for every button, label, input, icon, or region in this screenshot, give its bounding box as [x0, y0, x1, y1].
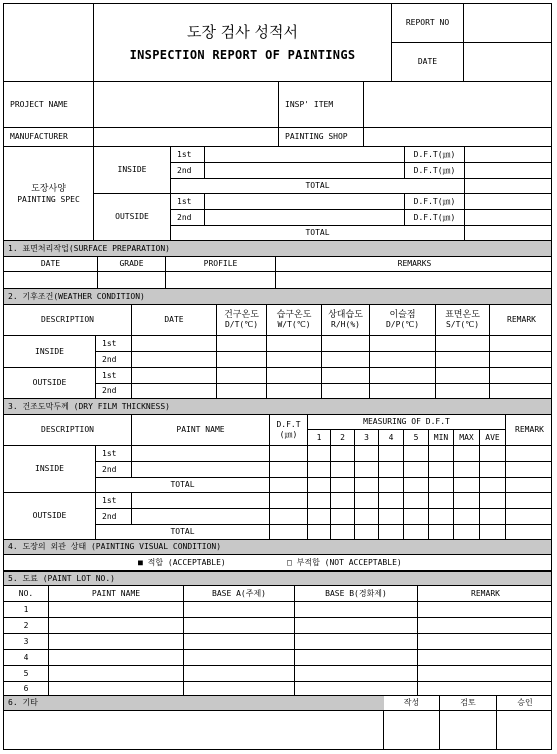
measure-col-2: 2	[331, 430, 355, 446]
sign-approved-label: 승인	[497, 696, 552, 711]
dft-measure-cell[interactable]	[429, 509, 454, 525]
spec-outside-total: TOTAL	[171, 226, 465, 241]
weather-cell[interactable]	[132, 384, 217, 399]
weather-col-wt-en: W/T(℃)	[277, 320, 311, 329]
logo-box	[4, 4, 94, 82]
weather-cell[interactable]	[322, 336, 370, 352]
weather-cell[interactable]	[490, 384, 552, 399]
dft-measure-cell[interactable]	[331, 525, 355, 540]
weather-cell[interactable]	[322, 384, 370, 399]
painting-spec-en: PAINTING SPEC	[17, 194, 80, 204]
weather-cell[interactable]	[132, 352, 217, 368]
sign-reviewed-field[interactable]	[440, 711, 497, 750]
weather-cell[interactable]	[217, 352, 267, 368]
spec-outside-2nd: 2nd	[171, 210, 205, 226]
paint-row-cell[interactable]	[295, 618, 418, 634]
measure-col-1: 1	[308, 430, 331, 446]
paint-row-no: 3	[4, 634, 49, 650]
dft-measure-cell[interactable]	[454, 509, 480, 525]
sign-written-label: 작성	[384, 696, 440, 711]
title-korean: 도장 검사 성적서	[187, 22, 298, 41]
measure-col-min: MIN	[429, 430, 454, 446]
dft-col-paint-name: PAINT NAME	[132, 415, 270, 446]
weather-col-wt-kr: 습구온도	[276, 310, 312, 320]
paint-row-cell[interactable]	[418, 618, 552, 634]
measure-col-5: 5	[404, 430, 429, 446]
dft-value-field[interactable]	[270, 493, 308, 509]
weather-col-rh	[322, 305, 370, 336]
weather-col-dp	[370, 305, 436, 336]
weather-cell[interactable]	[217, 336, 267, 352]
dft-value-field[interactable]	[270, 462, 308, 478]
weather-cell[interactable]	[217, 368, 267, 384]
dft-measure-cell[interactable]	[429, 493, 454, 509]
spec-inside-1st-dft: D.F.T(㎛)	[405, 147, 465, 163]
insp-item-field[interactable]	[364, 82, 552, 128]
weather-cell[interactable]	[370, 352, 436, 368]
weather-cell[interactable]	[267, 336, 322, 352]
dft-outside-2nd: 2nd	[96, 509, 132, 525]
title-block	[94, 4, 392, 82]
dft-remark-field[interactable]	[506, 493, 552, 509]
sign-reviewed-label: 검토	[440, 696, 497, 711]
dft-value-field[interactable]	[270, 478, 308, 493]
spec-outside-1st-dft: D.F.T(㎛)	[405, 194, 465, 210]
paint-row-cell[interactable]	[184, 602, 295, 618]
dft-measure-cell[interactable]	[308, 509, 331, 525]
dft-measure-cell[interactable]	[379, 478, 404, 493]
weather-cell[interactable]	[436, 336, 490, 352]
dft-outside-1st: 1st	[96, 493, 132, 509]
dft-col-dft-unit: (㎛)	[279, 430, 298, 439]
sign-approved-field[interactable]	[497, 711, 552, 750]
report-no-field[interactable]	[464, 4, 552, 43]
dft-measure-cell[interactable]	[379, 509, 404, 525]
weather-col-remark: REMARK	[490, 305, 552, 336]
insp-item-label: INSP' ITEM	[279, 82, 364, 128]
dft-measure-cell[interactable]	[308, 525, 331, 540]
dft-measure-cell[interactable]	[454, 478, 480, 493]
weather-cell[interactable]	[132, 336, 217, 352]
dft-measure-cell[interactable]	[404, 509, 429, 525]
measure-col-3: 3	[355, 430, 379, 446]
weather-col-st	[436, 305, 490, 336]
spec-inside-total: TOTAL	[171, 179, 465, 194]
dft-col-dft-label: D.F.T	[276, 420, 301, 429]
weather-col-rh-en: R/H(%)	[331, 320, 360, 329]
dft-remark-field[interactable]	[506, 446, 552, 462]
dft-measure-cell[interactable]	[404, 525, 429, 540]
dft-inside-label: INSIDE	[4, 446, 96, 493]
weather-inside-1st: 1st	[96, 336, 132, 352]
paint-row-no: 2	[4, 618, 49, 634]
measure-col-4: 4	[379, 430, 404, 446]
visual-condition-row	[4, 555, 552, 571]
weather-cell[interactable]	[370, 368, 436, 384]
painting-spec-kr: 도장사양	[31, 183, 66, 194]
paint-row-cell[interactable]	[184, 634, 295, 650]
spec-outside-1st: 1st	[171, 194, 205, 210]
not-acceptable-option[interactable]: □ 부적합 (NOT ACCEPTABLE)	[287, 557, 402, 567]
painting-spec-label	[4, 147, 94, 241]
paint-row-no: 6	[4, 682, 49, 696]
dft-measure-cell[interactable]	[331, 446, 355, 462]
paint-row-no: 4	[4, 650, 49, 666]
dft-measure-cell[interactable]	[355, 493, 379, 509]
paint-row-cell[interactable]	[418, 682, 552, 696]
paint-row-cell[interactable]	[184, 618, 295, 634]
weather-col-dt-en: D/T(℃)	[224, 320, 259, 329]
weather-col-description: DESCRIPTION	[4, 305, 132, 336]
paint-row-cell[interactable]	[295, 634, 418, 650]
date-label: DATE	[392, 43, 464, 82]
dft-measure-cell[interactable]	[480, 462, 506, 478]
dft-measure-cell[interactable]	[429, 446, 454, 462]
weather-cell[interactable]	[436, 352, 490, 368]
section-2-title: 2. 기후조건(WEATHER CONDITION)	[4, 289, 552, 305]
dft-inside-1st: 1st	[96, 446, 132, 462]
measure-col-max: MAX	[454, 430, 480, 446]
weather-outside-label: OUTSIDE	[4, 368, 96, 399]
paint-row-cell[interactable]	[49, 634, 184, 650]
weather-cell[interactable]	[370, 336, 436, 352]
dft-measure-cell[interactable]	[379, 462, 404, 478]
weather-cell[interactable]	[490, 336, 552, 352]
acceptable-option[interactable]: ■ 적합 (ACCEPTABLE)	[138, 557, 226, 567]
dft-measure-cell[interactable]	[429, 478, 454, 493]
paint-col-remark: REMARK	[418, 586, 552, 602]
weather-cell[interactable]	[217, 384, 267, 399]
dft-col-description: DESCRIPTION	[4, 415, 132, 446]
dft-paint-name-field[interactable]	[132, 446, 270, 462]
weather-cell[interactable]	[490, 368, 552, 384]
dft-measure-cell[interactable]	[355, 525, 379, 540]
paint-row-cell[interactable]	[418, 634, 552, 650]
weather-col-st-en: S/T(℃)	[445, 320, 480, 329]
spec-inside-1st: 1st	[171, 147, 205, 163]
dft-paint-name-field[interactable]	[132, 493, 270, 509]
section-1-title: 1. 표면처리작업(SURFACE PREPARATION)	[4, 241, 552, 257]
surface-date-field[interactable]	[4, 272, 98, 289]
dft-measure-cell[interactable]	[404, 462, 429, 478]
paint-row-cell[interactable]	[184, 682, 295, 696]
dft-remark-field[interactable]	[506, 478, 552, 493]
spec-inside-1st-dft-field[interactable]	[465, 147, 552, 163]
paint-row-cell[interactable]	[418, 650, 552, 666]
dft-measure-cell[interactable]	[308, 462, 331, 478]
dft-measure-cell[interactable]	[480, 446, 506, 462]
dft-measure-cell[interactable]	[331, 509, 355, 525]
weather-cell[interactable]	[490, 352, 552, 368]
dft-measure-cell[interactable]	[404, 493, 429, 509]
weather-outside-1st: 1st	[96, 368, 132, 384]
weather-cell[interactable]	[267, 384, 322, 399]
paint-row-cell[interactable]	[184, 650, 295, 666]
dft-outside-label: OUTSIDE	[4, 493, 96, 540]
dft-col-dft	[270, 415, 308, 446]
dft-measure-cell[interactable]	[355, 462, 379, 478]
dft-measure-cell[interactable]	[454, 493, 480, 509]
surface-col-remarks: REMARKS	[276, 257, 552, 272]
section-5-title: 5. 도료 (PAINT LOT NO.)	[4, 571, 552, 586]
paint-row-cell[interactable]	[418, 602, 552, 618]
paint-row-cell[interactable]	[49, 682, 184, 696]
manufacturer-field[interactable]	[94, 128, 279, 147]
paint-row-cell[interactable]	[49, 618, 184, 634]
dft-measure-cell[interactable]	[404, 446, 429, 462]
dft-measure-cell[interactable]	[331, 493, 355, 509]
weather-col-st-kr: 표면온도	[445, 310, 480, 320]
paint-col-name: PAINT NAME	[49, 586, 184, 602]
spec-outside-1st-field[interactable]	[205, 194, 405, 210]
report-no-label: REPORT NO	[392, 4, 464, 43]
dft-measure-cell[interactable]	[331, 478, 355, 493]
dft-measure-cell[interactable]	[379, 446, 404, 462]
spec-outside-total-field[interactable]	[465, 226, 552, 241]
dft-measure-cell[interactable]	[331, 462, 355, 478]
painting-shop-field[interactable]	[364, 128, 552, 147]
dft-measure-cell[interactable]	[480, 525, 506, 540]
surface-grade-field[interactable]	[98, 272, 166, 289]
measure-col-ave: AVE	[480, 430, 506, 446]
weather-inside-2nd: 2nd	[96, 352, 132, 368]
weather-col-rh-kr: 상대습도	[328, 310, 363, 320]
paint-row-cell[interactable]	[49, 650, 184, 666]
paint-row-cell[interactable]	[418, 666, 552, 682]
paint-row-cell[interactable]	[295, 666, 418, 682]
dft-measure-cell[interactable]	[308, 446, 331, 462]
dft-remark-field[interactable]	[506, 509, 552, 525]
dft-measure-cell[interactable]	[454, 446, 480, 462]
paint-row-cell[interactable]	[295, 602, 418, 618]
dft-measure-cell[interactable]	[379, 525, 404, 540]
paint-row-no: 5	[4, 666, 49, 682]
dft-measure-cell[interactable]	[379, 493, 404, 509]
weather-cell[interactable]	[267, 368, 322, 384]
project-name-field[interactable]	[94, 82, 279, 128]
weather-col-dt	[217, 305, 267, 336]
dft-measure-cell[interactable]	[454, 462, 480, 478]
dft-value-field[interactable]	[270, 446, 308, 462]
dft-remark-field[interactable]	[506, 525, 552, 540]
surface-col-profile: PROFILE	[166, 257, 276, 272]
surface-profile-field[interactable]	[166, 272, 276, 289]
weather-cell[interactable]	[436, 384, 490, 399]
spec-inside-total-field[interactable]	[465, 179, 552, 194]
spec-inside-2nd-dft: D.F.T(㎛)	[405, 163, 465, 179]
dft-measure-cell[interactable]	[404, 478, 429, 493]
spec-inside-2nd-field[interactable]	[205, 163, 405, 179]
weather-cell[interactable]	[436, 368, 490, 384]
paint-row-cell[interactable]	[184, 666, 295, 682]
weather-cell[interactable]	[322, 352, 370, 368]
spec-inside-1st-field[interactable]	[205, 147, 405, 163]
weather-inside-label: INSIDE	[4, 336, 96, 368]
dft-col-measuring: MEASURING OF D.F.T	[308, 415, 506, 430]
dft-outside-total: TOTAL	[96, 525, 270, 540]
painting-shop-label: PAINTING SHOP	[279, 128, 364, 147]
dft-inside-2nd: 2nd	[96, 462, 132, 478]
spec-inside-2nd: 2nd	[171, 163, 205, 179]
manufacturer-label: MANUFACTURER	[4, 128, 94, 147]
spec-outside-2nd-dft: D.F.T(㎛)	[405, 210, 465, 226]
dft-measure-cell[interactable]	[308, 493, 331, 509]
weather-cell[interactable]	[132, 368, 217, 384]
dft-paint-name-field[interactable]	[132, 509, 270, 525]
spec-outside-1st-dft-field[interactable]	[465, 194, 552, 210]
project-name-label: PROJECT NAME	[4, 82, 94, 128]
dft-measure-cell[interactable]	[429, 462, 454, 478]
dft-paint-name-field[interactable]	[132, 462, 270, 478]
dft-inside-total: TOTAL	[96, 478, 270, 493]
dft-measure-cell[interactable]	[480, 509, 506, 525]
paint-col-base-b: BASE B(경화제)	[295, 586, 418, 602]
dft-value-field[interactable]	[270, 525, 308, 540]
spec-outside-label: OUTSIDE	[94, 194, 171, 241]
weather-col-dt-kr: 건구온도	[224, 310, 259, 320]
dft-measure-cell[interactable]	[480, 493, 506, 509]
surface-remarks-field[interactable]	[276, 272, 552, 289]
paint-row-cell[interactable]	[49, 602, 184, 618]
paint-col-base-a: BASE A(주제)	[184, 586, 295, 602]
weather-col-wt	[267, 305, 322, 336]
dft-measure-cell[interactable]	[454, 525, 480, 540]
dft-measure-cell[interactable]	[480, 478, 506, 493]
date-field[interactable]	[464, 43, 552, 82]
paint-col-no: NO.	[4, 586, 49, 602]
weather-cell[interactable]	[370, 384, 436, 399]
paint-row-cell[interactable]	[49, 666, 184, 682]
dft-remark-field[interactable]	[506, 462, 552, 478]
dft-measure-cell[interactable]	[429, 525, 454, 540]
spec-outside-2nd-dft-field[interactable]	[465, 210, 552, 226]
section-4-title: 4. 도장의 외관 상태 (PAINTING VISUAL CONDITION)	[4, 540, 552, 555]
section-6-title: 6. 기타	[4, 696, 384, 711]
other-notes-field[interactable]	[4, 711, 384, 750]
spec-inside-label: INSIDE	[94, 147, 171, 194]
surface-col-date: DATE	[4, 257, 98, 272]
sign-written-field[interactable]	[384, 711, 440, 750]
dft-measure-cell[interactable]	[355, 478, 379, 493]
paint-row-cell[interactable]	[295, 682, 418, 696]
weather-col-date: DATE	[132, 305, 217, 336]
dft-measure-cell[interactable]	[308, 478, 331, 493]
weather-outside-2nd: 2nd	[96, 384, 132, 399]
section-3-title: 3. 건조도막두께 (DRY FILM THICKNESS)	[4, 399, 552, 415]
dft-col-remark: REMARK	[506, 415, 552, 446]
dft-value-field[interactable]	[270, 509, 308, 525]
weather-cell[interactable]	[322, 368, 370, 384]
weather-cell[interactable]	[267, 352, 322, 368]
weather-col-dp-en: D/P(℃)	[385, 320, 420, 329]
dft-measure-cell[interactable]	[355, 509, 379, 525]
dft-measure-cell[interactable]	[355, 446, 379, 462]
weather-col-dp-kr: 이슬점	[389, 310, 416, 320]
title-english: INSPECTION REPORT OF PAINTINGS	[129, 47, 356, 62]
spec-outside-2nd-field[interactable]	[205, 210, 405, 226]
inspection-report-sheet	[3, 3, 552, 750]
spec-inside-2nd-dft-field[interactable]	[465, 163, 552, 179]
surface-col-grade: GRADE	[98, 257, 166, 272]
paint-row-no: 1	[4, 602, 49, 618]
paint-row-cell[interactable]	[295, 650, 418, 666]
